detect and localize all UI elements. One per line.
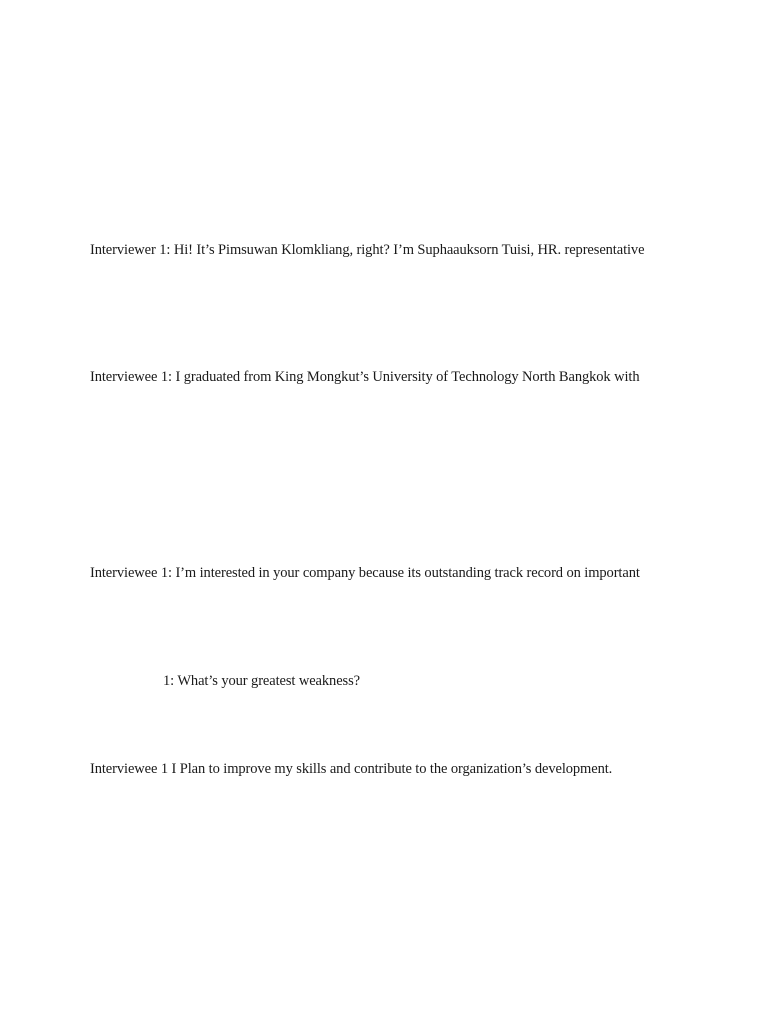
interviewer-greeting-line: Interviewer 1: Hi! It’s Pimsuwan Klomkliang, right? I’m Suphaauksorn Tuisi, HR. representative	[90, 242, 645, 258]
interviewee-education-line: Interviewee 1: I graduated from King Mongkut’s University of Technology North Bangkok with	[90, 369, 640, 385]
weakness-question-line: 1: What’s your greatest weakness?	[163, 673, 360, 689]
interviewee-interest-line: Interviewee 1: I’m interested in your company because its outstanding track record on important	[90, 565, 640, 581]
interviewee-plan-line: Interviewee 1 I Plan to improve my skills and contribute to the organization’s development.	[90, 761, 613, 777]
